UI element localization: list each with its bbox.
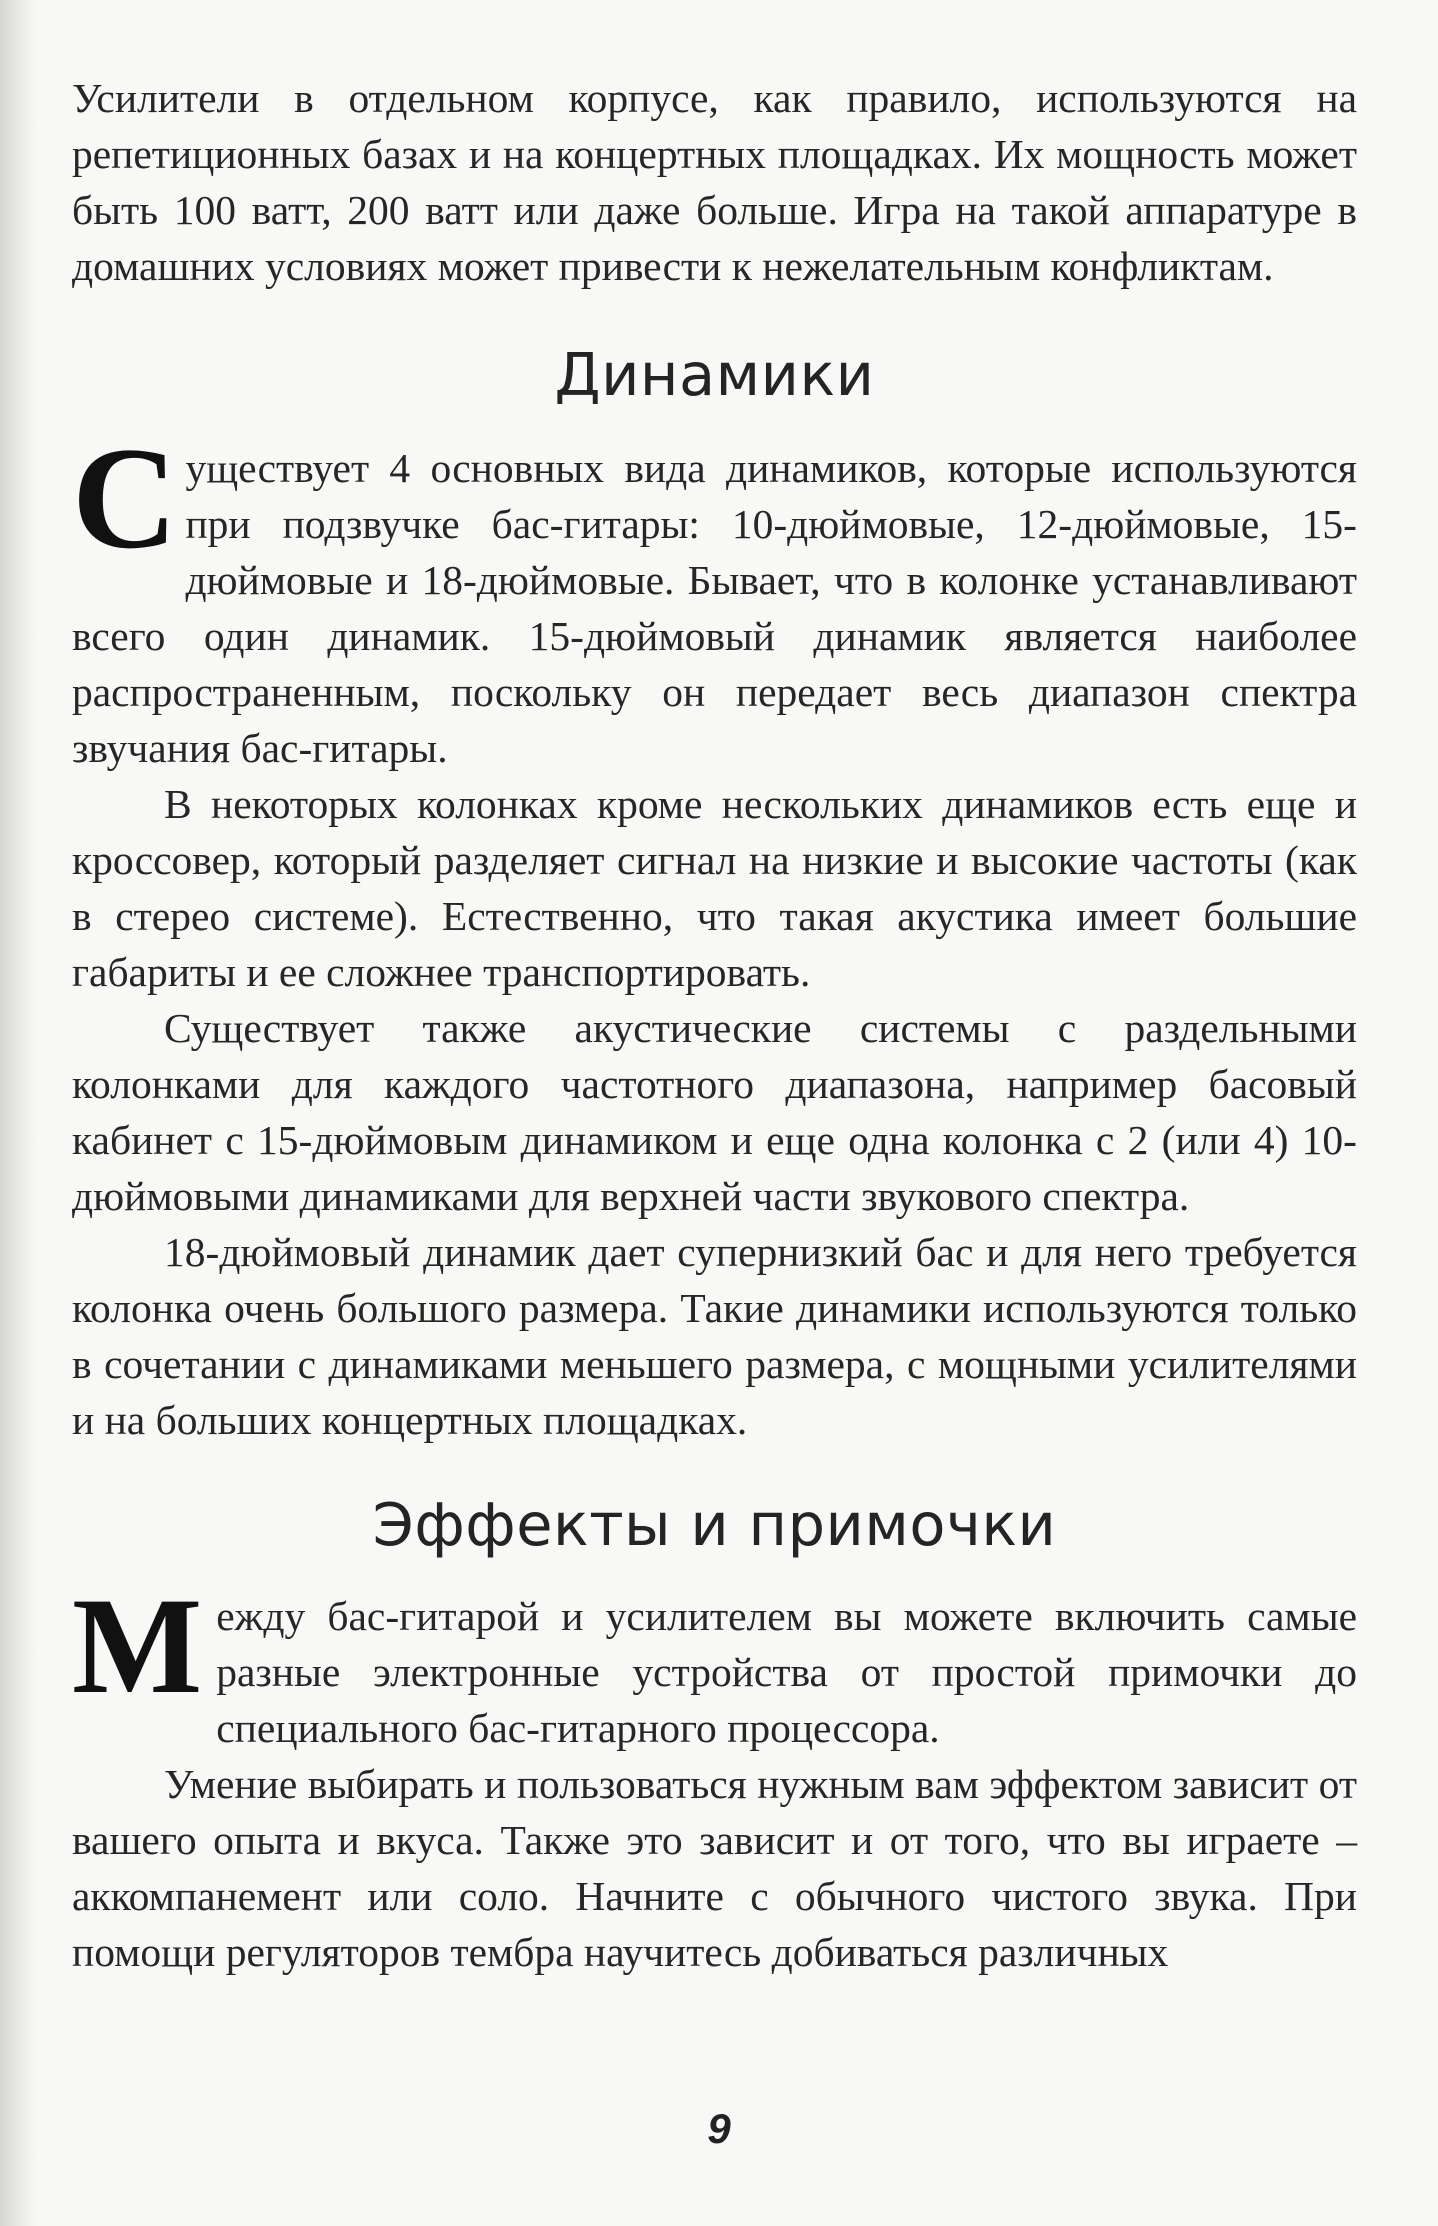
effects-paragraph-1 <box>72 1569 1357 1756</box>
effects-paragraph-2: Умение выбирать и пользоваться нужным вам эффектом зависит от вашего опыта и вкуса. Также это зависит и от того, что вы играете – аккомпанемент или соло. Начните с обычного чистого звука. При помощи регуляторов тембра научитесь добиваться различных <box>72 1761 1357 1975</box>
page-edge-shadow <box>0 0 38 2226</box>
speakers-paragraph-3: Существует также акустические системы с раздельными колонками для каждого частотного диапазона, например басовый кабинет с 15-дюймовым динамиком и еще одна колонка с 2 (или 4) 10-дюймовыми динамиками для верхней части звукового спектра. <box>72 1005 1357 1219</box>
section-heading-speakers: Динамики <box>554 340 875 409</box>
opening-paragraph: Усилители в отдельном корпусе, как правило, используются на репетиционных базах и на концертных площадках. Их мощность может быть 100 ватт, 200 ватт или даже больше. Игра на такой аппаратуре в домашних условиях может привести к нежелательным конфликтам. <box>72 75 1357 289</box>
speakers-paragraph-2: В некоторых колонках кроме нескольких динамиков есть еще и кроссовер, который разделяет сигнал на низкие и высокие частоты (как в стерео системе). Естественно, что такая акустика имеет большие габариты и ее сложнее транспортировать. <box>72 781 1357 995</box>
dropcap-letter: С <box>72 417 178 579</box>
page-content <box>72 70 1357 1980</box>
dropcap-letter: М <box>72 1569 203 1722</box>
section-heading-effects: Эффекты и примочки <box>372 1490 1057 1559</box>
page-number: 9 <box>707 2105 731 2152</box>
effects-paragraph-1-text: ежду бас-гитарой и усилителем вы можете включить самые разные электронные устройства от простой примочки до специального бас-гитарного процессора. <box>216 1593 1357 1751</box>
speakers-paragraph-1-text: уществует 4 основных вида динамиков, которые используются при подзвучке бас-гитары: 10-дюймовые, 12-дюймовые, 15-дюймовые и 18-дюймовые. Бывает, что в колонке устанавливают всего один динамик. 15-дюймовый динамик является наиболее распространенным, поскольку он передает весь диапазон спектра звучания бас-гитары. <box>72 445 1357 771</box>
speakers-paragraph-4: 18-дюймовый динамик дает супернизкий бас и для него требуется колонка очень большого размера. Такие динамики используются только в сочетании с динамиками меньшего размера, с мощными усилителями и на больших концертных площадках. <box>72 1229 1357 1443</box>
speakers-paragraph-1 <box>72 417 1357 776</box>
